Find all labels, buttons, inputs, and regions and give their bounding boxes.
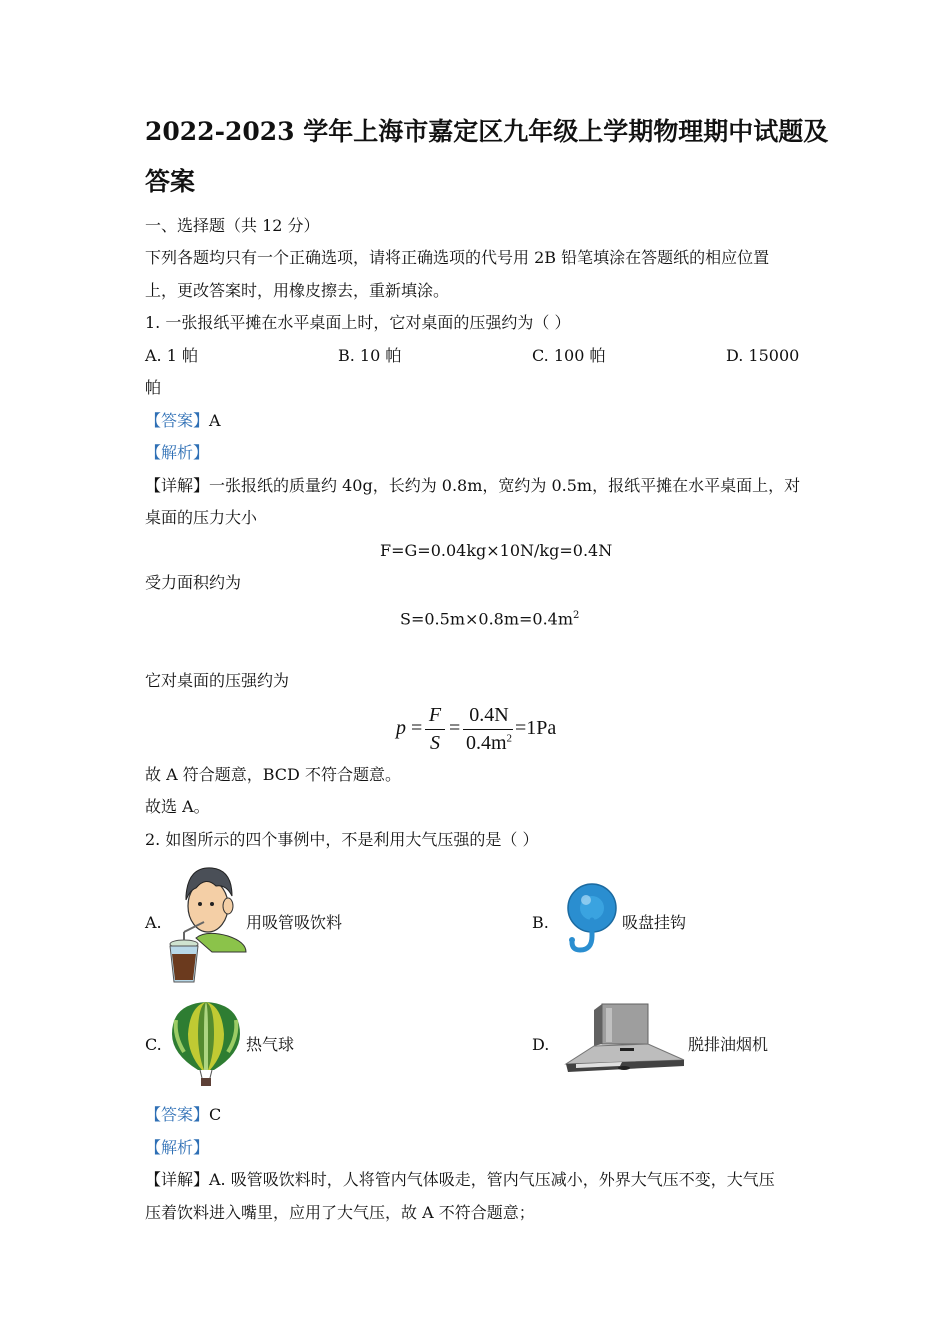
- q1-option-d-tail: 帕: [145, 378, 162, 397]
- q2-option-a-caption: 用吸管吸饮料: [246, 913, 343, 932]
- q2-option-c-caption: 热气球: [246, 1035, 295, 1054]
- q2-analysis-tag: 【解析】: [145, 1138, 210, 1157]
- q2-option-d-letter: D.: [532, 1035, 550, 1054]
- den-sup: 2: [506, 732, 513, 745]
- q1-choose: 故选 A。: [145, 797, 210, 816]
- q1-option-c: C. 100 帕: [532, 346, 606, 365]
- q2-answer: [145, 1105, 221, 1125]
- formula-p: p: [396, 717, 406, 739]
- q1-equation-area: [400, 606, 579, 629]
- q2-detail-line2: 压着饮料进入嘴里，应用了大气压，故 A 不符合题意；: [145, 1203, 535, 1222]
- q1-conclusion: 故 A 符合题意，BCD 不符合题意。: [145, 765, 401, 784]
- q1-question: 1. 一张报纸平摊在水平桌面上时，它对桌面的压强约为（ ）: [145, 313, 571, 332]
- page-title-line1: 2022-2023 学年上海市嘉定区九年级上学期物理期中试题及: [145, 117, 829, 146]
- q1-answer: [145, 411, 221, 431]
- section-heading: 一、选择题（共 12 分）: [145, 216, 320, 235]
- q2-option-b-caption: 吸盘挂钩: [622, 913, 687, 932]
- q2-option-b-letter: B.: [532, 913, 549, 932]
- q1-analysis-tag: 【解析】: [145, 443, 210, 462]
- q2-option-a-letter: A.: [145, 913, 162, 932]
- q1-area-label: 受力面积约为: [145, 573, 242, 592]
- fraction-bar-2: [463, 729, 513, 730]
- eq-area-sup: 2: [573, 610, 580, 621]
- range-hood-icon: [562, 1002, 686, 1082]
- q1-detail-line2: 桌面的压力大小: [145, 508, 258, 527]
- formula-F: F: [428, 704, 442, 726]
- formula-eq2: =: [449, 717, 461, 739]
- answer-value: C: [209, 1105, 222, 1124]
- fraction-bar-1: [425, 729, 445, 730]
- q1-option-a: A. 1 帕: [145, 346, 198, 365]
- formula-numerator: 0.4N: [469, 704, 509, 726]
- instructions-line1: 下列各题均只有一个正确选项，请将正确选项的代号用 2B 铅笔填涂在答题纸的相应位置: [145, 248, 770, 267]
- suction-hook-icon: [564, 882, 620, 964]
- q1-detail-line1: 【详解】一张报纸的质量约 40g，长约为 0.8m，宽约为 0.5m，报纸平摊在水平桌面上，对: [145, 476, 801, 495]
- formula-denominator: [463, 732, 515, 755]
- q2-option-d-caption: 脱排油烟机: [688, 1035, 769, 1054]
- q2-option-c-letter: C.: [145, 1035, 162, 1054]
- page-title-line2: 答案: [145, 167, 196, 196]
- answer-tag: 【答案】: [145, 1105, 210, 1124]
- answer-value: A: [209, 411, 221, 430]
- formula-S: S: [430, 732, 440, 754]
- instructions-line2: 上，更改答案时，用橡皮擦去，重新填涂。: [145, 281, 450, 300]
- answer-tag: 【答案】: [145, 411, 210, 430]
- q1-equation-force: F=G=0.04kg×10N/kg=0.4N: [380, 541, 613, 560]
- eq-area-text: S=0.5m×0.8m=0.4m: [400, 609, 574, 629]
- den-text: 0.4m: [465, 732, 507, 754]
- q2-detail-line1: 【详解】A. 吸管吸饮料时，人将管内气体吸走，管内气压减小，外界大气压不变，大气压: [145, 1170, 775, 1189]
- formula-result: =1Pa: [515, 717, 557, 739]
- boy-drinking-straw-icon: [166, 860, 248, 986]
- formula-eq1: =: [411, 717, 423, 739]
- q1-option-b: B. 10 帕: [338, 346, 402, 365]
- q2-question: 2. 如图所示的四个事例中，不是利用大气压强的是（ ）: [145, 830, 539, 849]
- hot-air-balloon-icon: [170, 1000, 242, 1088]
- q1-option-d: D. 15000: [726, 346, 800, 365]
- q1-pressure-label: 它对桌面的压强约为: [145, 671, 290, 690]
